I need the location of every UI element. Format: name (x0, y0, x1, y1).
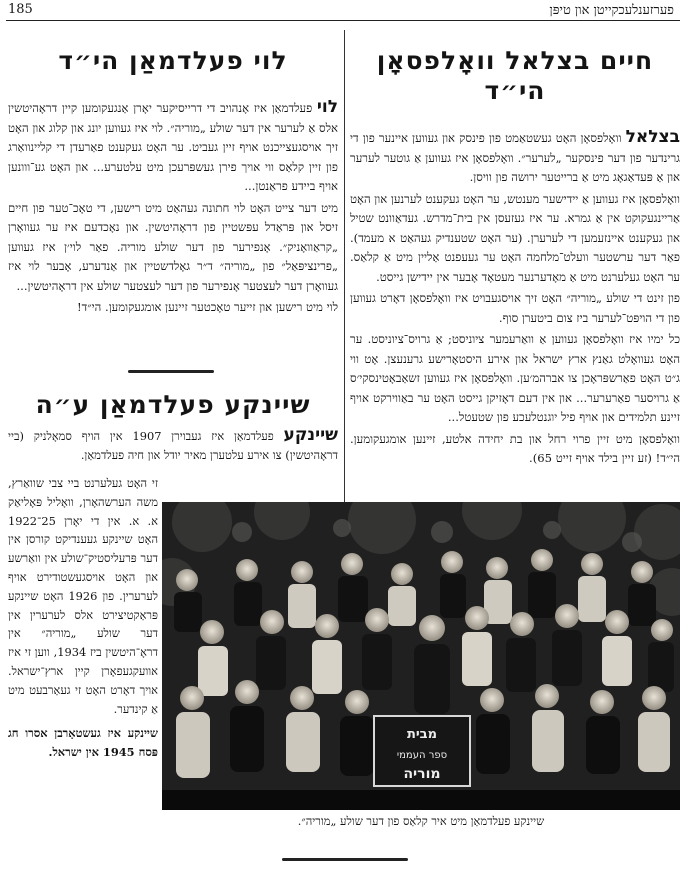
article-levi-feldman (8, 38, 338, 368)
paragraph-text: פעלדמאַן איז אָנהויב די דרייסיקער יאָרן אַנגעקומען קיין דראָהיטשין אלס אַ לערער אין דער שולע „מוריה״. לוי איז געווען יונג און קלוג און האָט זיך אויסגעצייכנט אויף זיין געביט. ער האָט געקענט פאַרעדן די קליינוואַרג פון זיין קלאַס ווי אויך פירן געשפּרעכן מיט עלטערע... און האָט גע־ווונען אויף ביידע פראַנטן... (8, 101, 338, 193)
paragraph-text: וואָלפסאָן האָט געשטאַמט פון פינסק און געווען איינער פון די גרינדער פון דער פינסקער „לערער״. וואָלפסאָן איז געווען אַ גוטער לערער און אַ פּעדאַגאָג מיט אַ ברייטער ירושה פון וויסן. (350, 131, 680, 184)
class-photo-image (162, 502, 680, 810)
article-paragraph: שיינקע איז געשטאָרבן אסרו חג פּסח 1945 אין ישראל. (8, 726, 158, 760)
running-title: פערזענלעכקייטן און טיפּן (549, 3, 674, 18)
class-photo (162, 502, 680, 810)
article-paragraph (350, 128, 680, 188)
banner-line-2: ספר העממי (396, 750, 448, 761)
page-number: 185 (8, 2, 33, 17)
article-paragraph (8, 98, 338, 197)
lead-word: שיינקע (283, 425, 338, 445)
article-paragraph: כל ימיו איז וואָלפסאָן געווען אַ וואַרעמער ציוניסט; אַ גרויס־ציוניסט. ער האָט געוואָלט גאַנץ ארץ ישראל און אירע היסטאָרישע גרענעצן. אָט ווי ג״ט האָט פאַרשפּראָכן צו אברהמ׳ען. וואָלפסאָן איז געווען זשאַבאָטינסקי׳ס אַ גרויסער פאַרערער... און אין דעם דאָזיקן גייסט האָט ער באַווירקט אויף זיינע תלמידים און אויף פיל יוגנטלעכע פון שטעטל... (350, 332, 680, 424)
article-title: חיים בצלאל וואָלפסאָן הי״ד (376, 46, 654, 105)
lead-word: לוי (316, 97, 338, 117)
article-paragraph: זי האָט געלערנט ביי צבי שוואַרץ, משה הערשהאָרן, וואָליל פּאָליאַק א. א. אין די יאָרן 25־1922 האָט שיינקע געענדיקט קורסן אין דער פּרעליסטיק־שולע אין וואַרשע און האָט אויסגעשטודירט אויף לערערין. פון 1926 האָט שיינקע פּראַקטיצירט אלס לערערין אין דער שולע „מוריה״ אין דראָ־היטשין ביז 1934, ווען זי איז אוועקגעפאָרן קיין ארץ־ישראל. אויך דאָרט האָט זי געאַרבעט מיט אַ קינדער. (8, 476, 158, 716)
photo-caption: שיינקע פעלדמאַן מיט איר קלאַס פון דער שולע „מוריה״. (297, 814, 545, 828)
column-divider (344, 30, 345, 508)
school-banner (374, 716, 470, 786)
page-end-ornament (282, 858, 408, 861)
article-title: שיינקע פעלדמאַן ע״ה (35, 390, 311, 419)
lead-word: בצלאל (625, 127, 680, 147)
article-paragraph: מיט דער צייט האָט לוי חתונה געהאַט מיט רישען, די טאָכ־טער פון חיים זיסל און פּראַדל עפּשטיין פון דראָהיטשין. און נאָכדעם איז ער געוואָרן „קראַוואָניק״. אָנפירער פון דער שולע מוריה. פאַר לוי׳ן איז געווען „פרינציפּאַל״ פון „מוריה״ ד״ר גאָלדשטיין און אַנדערע, אָבער לוי איז געוואָרן דער לעצטער אָנפירער פון דער לעצטער שולע אין דראָהיטשין... (8, 200, 338, 293)
article-paragraph: פון זינט די שולע „מוריה״ האָט זיך אויסגעבויט איז וואָלפסאָן דאָרט געווען פון די הויפּט־לערער ביז צום ביטערן סוף. (350, 291, 680, 325)
article-paragraph: וואָלפסאָן מיט זיין פרוי רחל און בת יחידה אלטע, זיינען אומגעקומען. הי״ד! (זע זיין בילד אויף זייט 65). (350, 431, 680, 465)
article-intro (8, 426, 338, 465)
article3-continuation (8, 474, 158, 768)
running-header (6, 2, 680, 21)
paragraph-text: פעלדמאַן איז געבוירן 1907 אין הויף סמאָלניק (ביי דראָהיטשין) צו אירע עלטערן מאיר יודל און חיה פעלדמאַן. (8, 429, 338, 462)
article-paragraph: וואָלפסאָן איז געווען אַ יידישער מענטש, ער האָט געקענט לערנען און האָט אַריינגעקוקט אין אַ גמרא. ער איז געזעסן אין בית־מדרש. געדאַוונט שטיל און געקענט איינזעמען די לערערן. (ער האָט שטענדיק געהאַט א מעמד). פאַר דער ערשטער וועלט־מלחמה האָט ער געעפנט אַליין מיט אַ קלאַס. ער האָט געלערנט מיט אַ מאָדערנער מעטאָד אָבער אין יידישן גייסט. (349, 191, 680, 284)
article-volfson (350, 38, 680, 488)
banner-line-1: מבית (406, 727, 438, 742)
banner-line-3: מוריה (403, 766, 441, 782)
article-sheinke-feldman (8, 390, 338, 465)
section-ornament (128, 370, 214, 373)
article-title: לוי פעלדמאַן הי״ד (58, 46, 288, 75)
article-paragraph: לוי מיט רישען און זייער טאָכטער זיינען אומגעקומען. הי״ד! (77, 300, 338, 314)
